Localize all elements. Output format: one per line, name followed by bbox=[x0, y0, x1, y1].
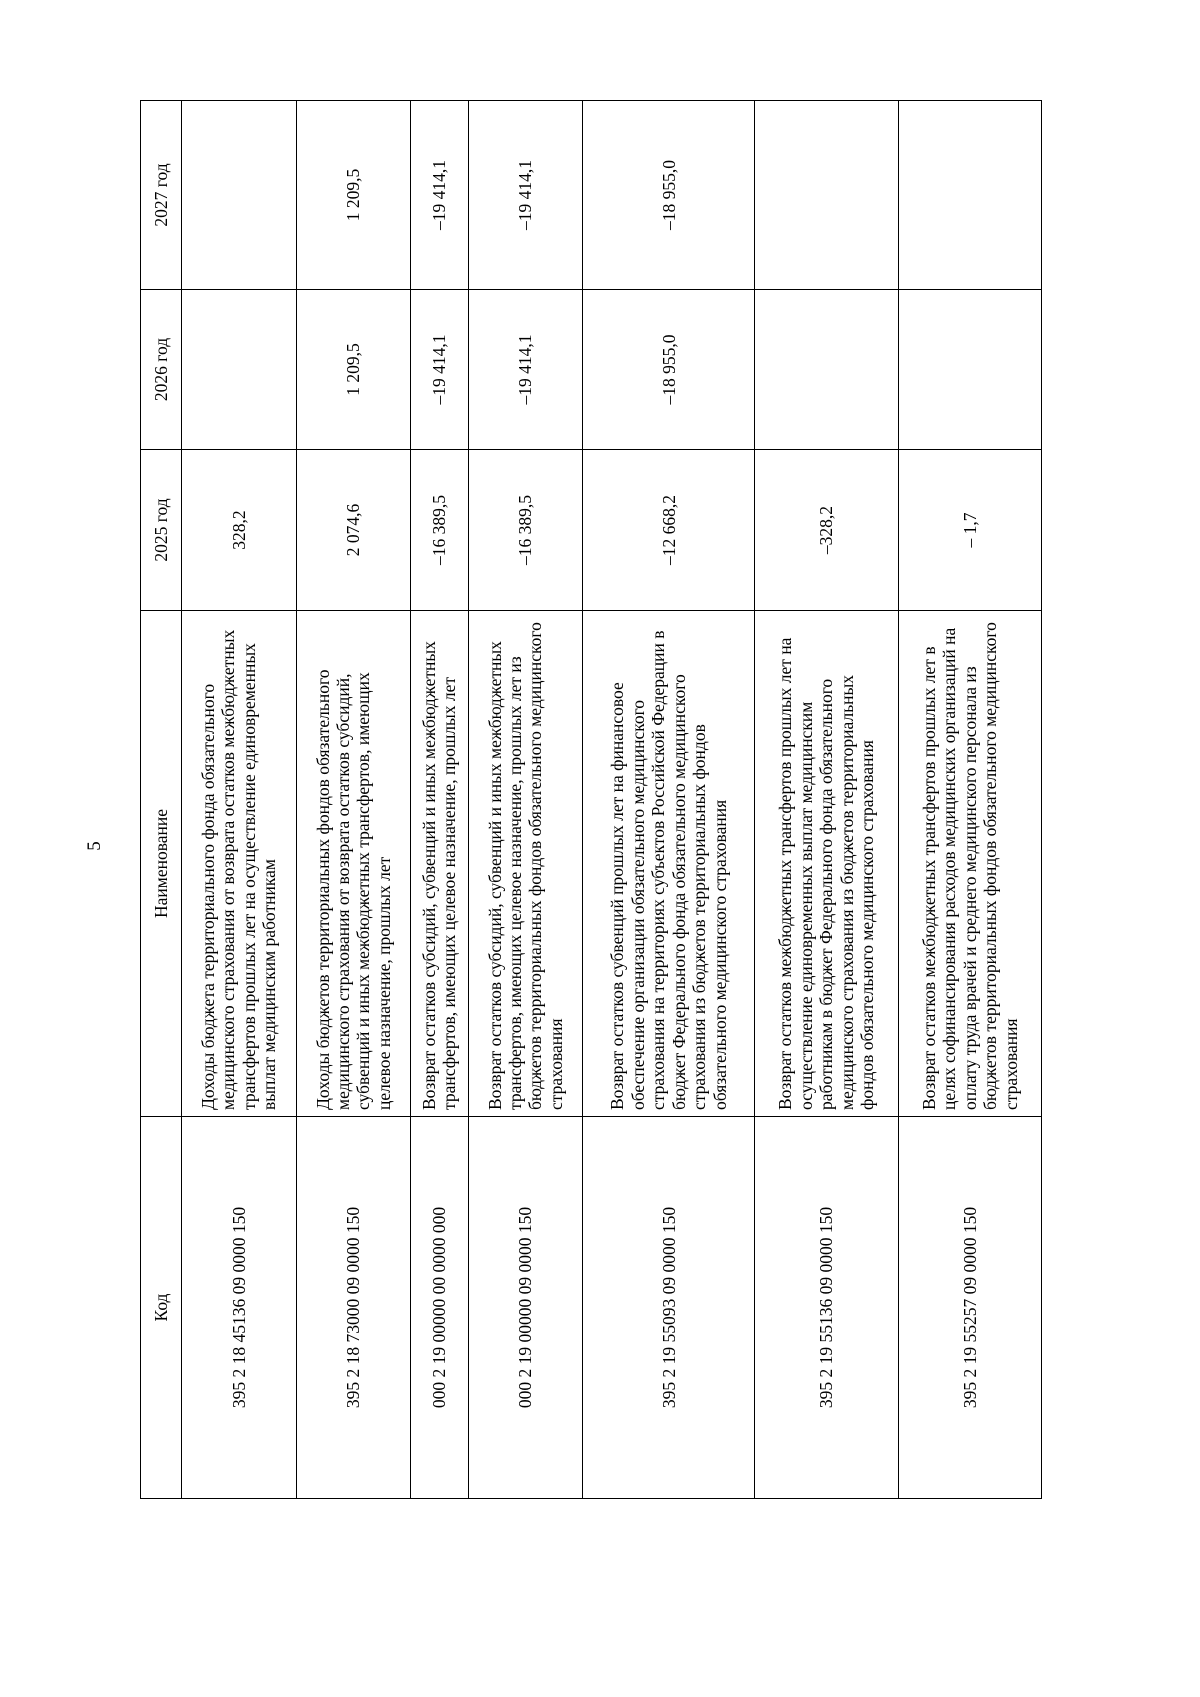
row-value-2026: –19 414,1 bbox=[411, 290, 468, 450]
row-value-2026 bbox=[182, 290, 297, 450]
row-value-2027: –18 955,0 bbox=[583, 101, 755, 290]
header-code: Код bbox=[141, 1117, 182, 1499]
budget-table bbox=[140, 100, 1042, 1499]
row-name: Доходы бюджета территориального фонда обязательного медицинского страхования от возврата остатков межбюджетных трансфертов прошлых лет на осуществление единовременных выплат медицинским работникам bbox=[182, 611, 297, 1117]
rotated-table-container bbox=[140, 101, 1042, 1499]
row-name: Возврат остатков субсидий, субвенций и иных межбюджетных трансфертов, имеющих целевое назначение, прошлых лет bbox=[411, 611, 468, 1117]
page-number: 5 bbox=[84, 841, 105, 851]
table-header-row bbox=[141, 101, 182, 1499]
row-value-2025: –16 389,5 bbox=[468, 450, 583, 611]
row-value-2025: 2 074,6 bbox=[296, 450, 411, 611]
row-value-2027: 1 209,5 bbox=[296, 101, 411, 290]
row-value-2025: – 1,7 bbox=[898, 450, 1041, 611]
row-code: 395 2 19 55093 09 0000 150 bbox=[583, 1117, 755, 1499]
row-code: 395 2 19 55257 09 0000 150 bbox=[898, 1117, 1041, 1499]
row-value-2027: –19 414,1 bbox=[411, 101, 468, 290]
row-code: 395 2 18 45136 09 0000 150 bbox=[182, 1117, 297, 1499]
row-value-2026 bbox=[898, 290, 1041, 450]
row-name: Возврат остатков субвенций прошлых лет на финансовое обеспечение организации обязательного медицинского страхования на территориях субъектов Российской Федерации в бюджет Федерального фонда обязательного медицинского страхования из бюджетов территориальных фондов обязательного медицинского страхования bbox=[583, 611, 755, 1117]
row-value-2025: 328,2 bbox=[182, 450, 297, 611]
row-value-2025: –16 389,5 bbox=[411, 450, 468, 611]
table-row bbox=[898, 101, 1041, 1499]
table-row bbox=[182, 101, 297, 1499]
header-2026: 2026 год bbox=[141, 290, 182, 450]
header-2027: 2027 год bbox=[141, 101, 182, 290]
row-name: Возврат остатков межбюджетных трансфертов прошлых лет в целях софинансирования расходов медицинских организаций на оплату труда врачей и среднего медицинского персонала из бюджетов территориальных фондов обязательного медицинского страхования bbox=[898, 611, 1041, 1117]
row-value-2025: –12 668,2 bbox=[583, 450, 755, 611]
row-name: Возврат остатков межбюджетных трансфертов прошлых лет на осуществление единовременных выплат медицинским работникам в бюджет Федерального фонда обязательного медицинского страхования из бюджетов территориальных фондов обязательного медицинского страхования bbox=[755, 611, 898, 1117]
table-row bbox=[468, 101, 583, 1499]
header-name: Наименование bbox=[141, 611, 182, 1117]
row-value-2026: –19 414,1 bbox=[468, 290, 583, 450]
row-value-2027: –19 414,1 bbox=[468, 101, 583, 290]
table-row bbox=[411, 101, 468, 1499]
row-name: Доходы бюджетов территориальных фондов обязательного медицинского страхования от возврата остатков субсидий, субвенций и иных межбюджетных трансфертов, имеющих целевое назначение, прошлых лет bbox=[296, 611, 411, 1117]
row-name: Возврат остатков субсидий, субвенций и иных межбюджетных трансфертов, имеющих целевое назначение, прошлых лет из бюджетов территориальных фондов обязательного медицинского страхования bbox=[468, 611, 583, 1117]
table-row bbox=[583, 101, 755, 1499]
table-row bbox=[296, 101, 411, 1499]
row-value-2027 bbox=[898, 101, 1041, 290]
row-value-2025: –328,2 bbox=[755, 450, 898, 611]
row-code: 395 2 18 73000 09 0000 150 bbox=[296, 1117, 411, 1499]
row-value-2026 bbox=[755, 290, 898, 450]
table-row bbox=[755, 101, 898, 1499]
row-value-2027 bbox=[755, 101, 898, 290]
row-code: 000 2 19 00000 09 0000 150 bbox=[468, 1117, 583, 1499]
header-2025: 2025 год bbox=[141, 450, 182, 611]
row-code: 000 2 19 00000 00 0000 000 bbox=[411, 1117, 468, 1499]
row-code: 395 2 19 55136 09 0000 150 bbox=[755, 1117, 898, 1499]
row-value-2026: 1 209,5 bbox=[296, 290, 411, 450]
row-value-2026: –18 955,0 bbox=[583, 290, 755, 450]
row-value-2027 bbox=[182, 101, 297, 290]
